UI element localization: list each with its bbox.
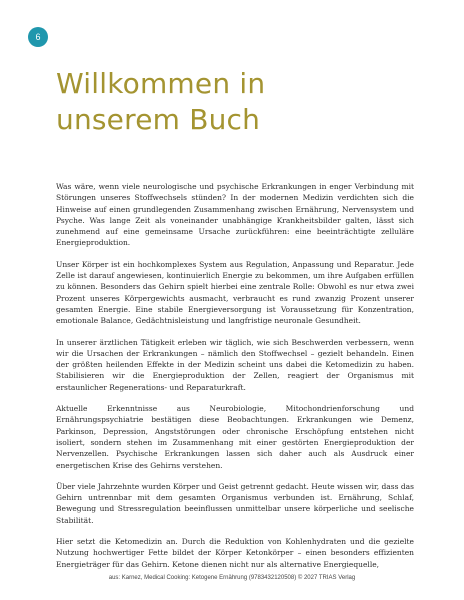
paragraph-6: Hier setzt die Ketomedizin an. Durch die Reduktion von Kohlenhydraten und die gezielte Nutzung hochwertiger Fette bildet der Körper Ketonkörper – einen besonders effizienten Energieträger für das Gehirn. Ketone dienen nicht nur als alternative Energiequelle, [56,537,414,569]
body-text [56,181,414,580]
page-number-badge: 6 [28,27,48,47]
copyright-footer: aus: Karnez, Medical Cooking: Ketogene Ernährung (9783432120508) © 2027 TRIAS Verlag [108,575,356,581]
paragraph-3: In unserer ärztlichen Tätigkeit erleben wir täglich, wie sich Beschwerden verbessern, wenn wir die Ursachen der Erkrankungen – nämlich den Stoffwechsel – gezielt behandeln. Einen der größten heilenden Effekte in der Medizin scheint uns dabei die Ketomedizin zu haben. Stabilisieren wir die Energieproduktion der Zellen, reagiert der Organismus mit erstaunlicher Regenerations- und Reparaturkraft. [56,337,414,392]
title-line-1: Willkommen in [56,67,266,100]
paragraph-1: Was wäre, wenn viele neurologische und psychische Erkrankungen in enger Verbindung mit Störungen unseres Stoffwechsels stünden? In der modernen Medizin verdichten sich die Hinweise auf einen grundlegenden Zusammenhang zwischen Ernährung, Nervensystem und Psyche. Was lange Zeit als voneinander unabhängige Krankheitsbilder galten, lässt sich zunehmend auf eine gemeinsame Ursache zurückführen: eine beeinträchtigte zelluläre Energieproduktion. [56,182,414,248]
page-title [56,66,436,138]
paragraph-5: Über viele Jahrzehnte wurden Körper und Geist getrennt gedacht. Heute wissen wir, dass das Gehirn untrennbar mit dem gesamten Organismus verbunden ist. Ernährung, Schlaf, Bewegung und Stressregulation beeinflussen unmittelbar unsere körperliche und seelische Stabilität. [56,481,414,525]
paragraph-4: Aktuelle Erkenntnisse aus Neurobiologie, Mitochondrienforschung und Ernährungspsychiatrie bestätigen diese Beobachtungen. Erkrankungen wie Demenz, Parkinson, Depression, Angststörungen oder chronische Erschöpfung entstehen nicht isoliert, sondern stehen im Zusammenhang mit einer gestörten Energieproduktion der Nervenzellen. Psychische Erkrankungen lassen sich daher auch als Ausdruck einer energetischen Krise des Gehirns verstehen. [56,404,414,470]
paragraph-2: Unser Körper ist ein hochkomplexes System aus Regulation, Anpassung und Reparatur. Jede Zelle ist darauf angewiesen, kontinuierlich Energie zu bekommen, um ihre Aufgaben erfüllen zu können. Besonders das Gehirn spielt hierbei eine zentrale Rolle: Obwohl es nur etwa zwei Prozent unseres Körpergewichts ausmacht, verbraucht es rund zwanzig Prozent unserer gesamten Energie. Eine stabile Energieversorgung ist Voraussetzung für Konzentration, emotionale Balance, Gedächtnisleistung und langfristige neuronale Gesundheit. [56,259,414,326]
title-line-2: unserem Buch [56,103,261,136]
